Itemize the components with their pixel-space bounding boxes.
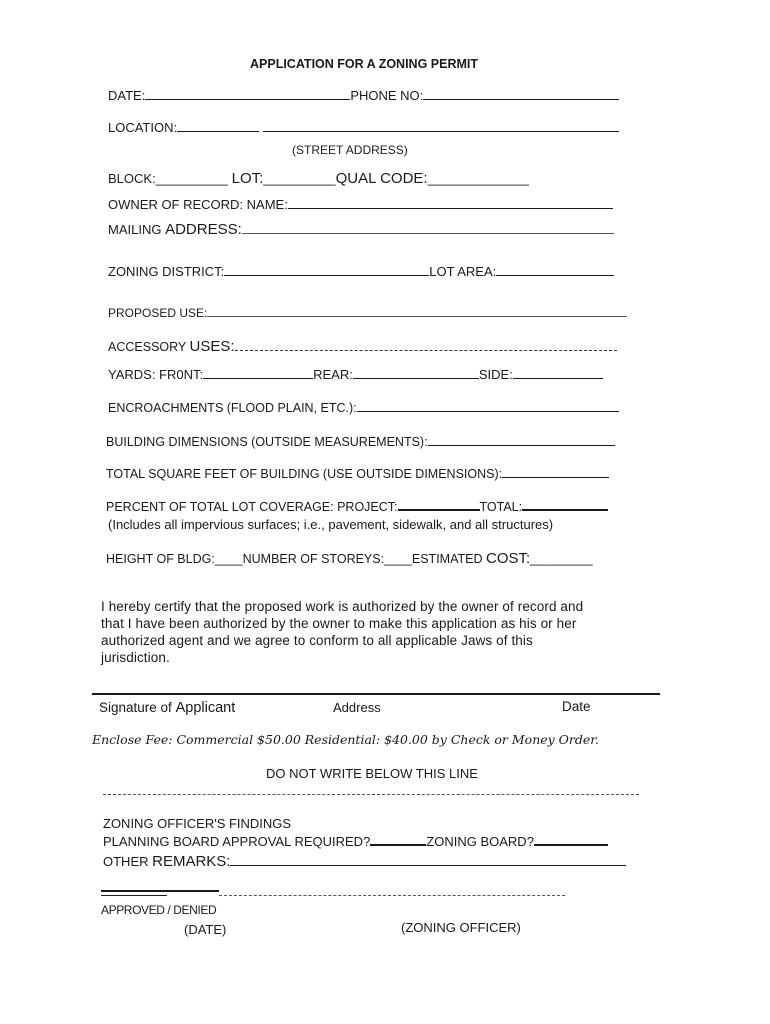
certification-line-2: that I have been authorized by the owner to make this application as his or her [101, 616, 577, 631]
cost-field[interactable]: _________ [530, 552, 593, 566]
findings-label: ZONING OFFICER'S FINDINGS [103, 816, 292, 831]
zoning-district-row [108, 263, 614, 280]
lot-label: LOT: [231, 170, 264, 187]
location-field-b[interactable] [263, 119, 619, 132]
other-remarks-row [103, 853, 626, 870]
front-field[interactable] [203, 366, 313, 379]
percent-coverage-row [106, 497, 608, 515]
zoning-district-label: ZONING DISTRICT: [108, 264, 225, 279]
mailing-label: MAILING [108, 222, 162, 237]
building-dimensions-row [106, 433, 615, 450]
accessory-label: ACCESSORY [108, 340, 187, 354]
proposed-use-row [108, 305, 627, 321]
signature-date-label: Date [562, 699, 591, 714]
approved-denied-label: APPROVED / DENIED [101, 903, 217, 917]
remarks-field[interactable] [230, 853, 626, 866]
includes-note: (Includes all impervious surfaces; i.e., pavement, sidewalk, and all structures) [108, 517, 554, 532]
remarks-label: REMARKS: [152, 853, 231, 870]
date-phone-row [108, 87, 619, 104]
total-field[interactable] [522, 497, 608, 511]
accessory-uses-field[interactable] [235, 340, 617, 351]
yards-front-label: YARDS: FR0NT: [108, 367, 204, 382]
project-field[interactable] [398, 497, 480, 511]
applicant-label: Applicant [175, 700, 236, 716]
location-field-a[interactable] [177, 119, 259, 132]
proposed-use-label: PROPOSED USE: [108, 306, 208, 320]
signature-line[interactable] [92, 693, 660, 695]
mailing-address-field[interactable] [242, 223, 614, 234]
zoning-board-label: ZONING BOARD? [426, 834, 534, 849]
date-caption: (DATE) [184, 922, 227, 937]
planning-board-field[interactable] [370, 832, 426, 846]
do-not-write-divider [103, 794, 639, 795]
encroachments-row [108, 399, 619, 416]
rear-field[interactable] [353, 366, 479, 379]
signature-address-label: Address [333, 700, 381, 715]
building-dimensions-label: BUILDING DIMENSIONS (OUTSIDE MEASUREMENTS): [106, 435, 428, 449]
percent-coverage-label: PERCENT OF TOTAL LOT COVERAGE: PROJECT: [106, 500, 398, 514]
phone-label: PHONE NO: [350, 88, 424, 103]
certification-paragraph [101, 598, 661, 666]
date-field[interactable] [145, 87, 350, 100]
uses-label: USES: [189, 338, 235, 355]
approval-line-solid[interactable] [101, 890, 219, 892]
planning-board-row [103, 832, 608, 850]
fee-note: Enclose Fee: Commercial $50.00 Residential: $40.00 by Check or Money Order. [92, 732, 599, 747]
yards-row [108, 366, 603, 383]
qual-code-label: QUAL CODE: [335, 170, 428, 187]
certification-line-1: I hereby certify that the proposed work is authorized by the owner of record and [101, 599, 584, 614]
side-field[interactable] [513, 366, 603, 379]
owner-row [108, 196, 613, 213]
lot-area-label: LOT AREA: [429, 264, 497, 279]
certification-line-3: authorized agent and we agree to conform to all applicable Jaws of this [101, 633, 533, 648]
height-storeys-label: HEIGHT OF BLDG:____NUMBER OF STOREYS:____ESTIMATED [106, 552, 483, 566]
total-square-feet-label: TOTAL SQUARE FEET OF BUILDING (USE OUTSIDE DIMENSIONS): [106, 467, 503, 481]
encroachments-label: ENCROACHMENTS (FLOOD PLAIN, ETC.): [108, 401, 357, 415]
location-row [108, 119, 619, 136]
total-square-feet-field[interactable] [502, 465, 609, 478]
street-address-caption: (STREET ADDRESS) [292, 143, 408, 157]
other-label: OTHER [103, 854, 149, 869]
zoning-board-field[interactable] [534, 832, 608, 846]
total-label: TOTAL: [479, 500, 523, 514]
block-lot-row [108, 171, 529, 187]
side-label: SIDE: [478, 367, 513, 382]
zoning-district-field[interactable] [224, 263, 429, 276]
phone-field[interactable] [423, 87, 619, 100]
cost-label: COST: [485, 550, 531, 567]
accessory-uses-row [108, 339, 617, 355]
mailing-row [108, 222, 614, 238]
qual-code-field[interactable]: ______________ [427, 171, 529, 186]
owner-label: OWNER OF RECORD: NAME: [108, 197, 288, 212]
approval-line-short [101, 895, 167, 896]
location-label: LOCATION: [108, 120, 178, 135]
signature-of-label: Signature of [99, 700, 172, 715]
address-label: ADDRESS: [165, 221, 242, 238]
officer-signature-line[interactable] [219, 895, 565, 896]
building-dimensions-field[interactable] [428, 433, 615, 446]
form-title: APPLICATION FOR A ZONING PERMIT [250, 57, 479, 71]
proposed-use-field[interactable] [207, 306, 627, 317]
certification-line-4: jurisdiction. [101, 650, 170, 665]
date-label: DATE: [108, 88, 146, 103]
do-not-write-label: DO NOT WRITE BELOW THIS LINE [266, 766, 478, 781]
owner-name-field[interactable] [288, 196, 613, 209]
lot-field[interactable]: __________ [263, 171, 336, 186]
zoning-officer-caption: (ZONING OFFICER) [401, 920, 521, 935]
total-square-feet-row [106, 465, 609, 482]
rear-label: REAR: [313, 367, 353, 382]
height-storeys-cost-row [106, 551, 593, 567]
lot-area-field[interactable] [496, 263, 614, 276]
encroachments-field[interactable] [357, 399, 619, 412]
block-label[interactable]: BLOCK:__________ [108, 171, 228, 186]
planning-board-label: PLANNING BOARD APPROVAL REQUIRED? [103, 834, 371, 849]
signature-caption [99, 700, 235, 716]
